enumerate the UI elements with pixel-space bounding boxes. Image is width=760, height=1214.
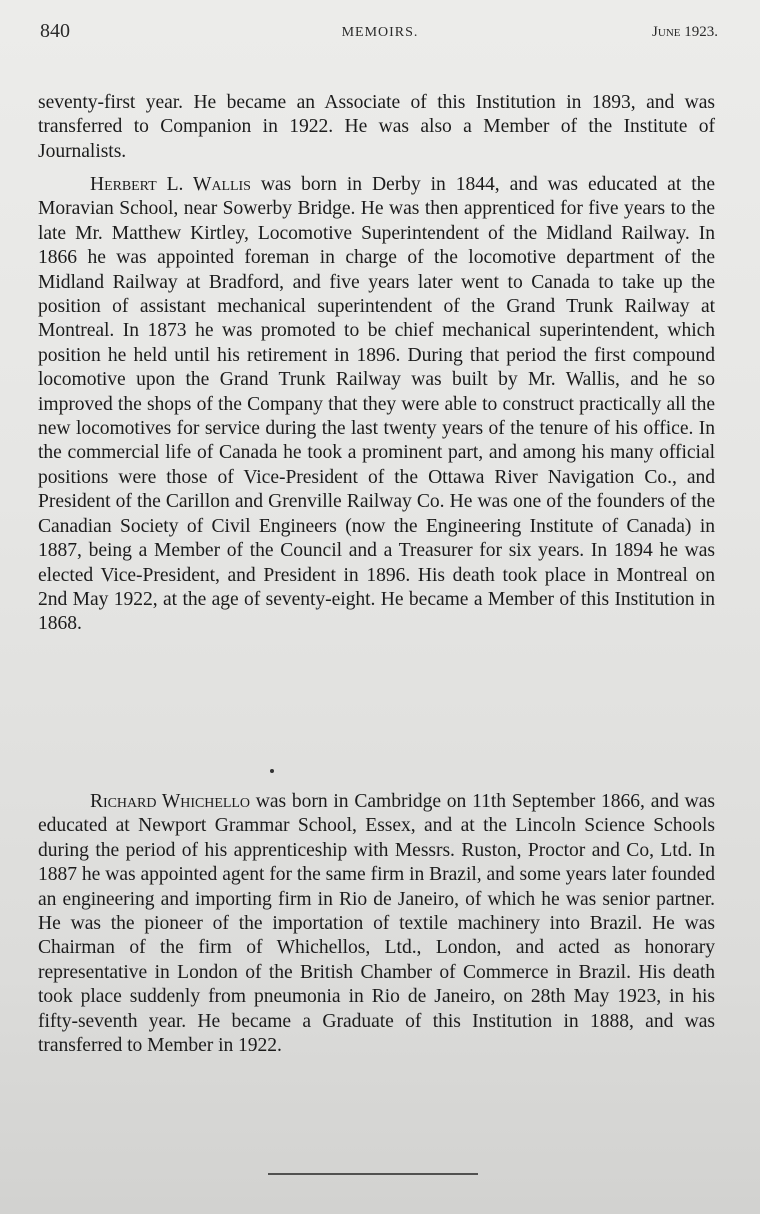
paragraph-text: seventy-first year. He became an Associate of this Institution in 1893, and was transferred to Companion in 1922. He was also a Member of the Institute of Journalists. (38, 92, 715, 162)
memoir-herbert-wallis (38, 173, 715, 637)
print-mark (270, 769, 274, 773)
section-end-rule (268, 1173, 478, 1175)
memoir-body: was born in Derby in 1844, and was educated at the Moravian School, near Sowerby Bridge. He was then apprenticed for five years to the late Mr. Matthew Kirtley, Locomotive Superintendent of the Midland Railway. In 1866 he was appointed foreman in charge of the locomotive department of the Midland Railway at Bradford, and five years later went to Canada to take up the position of assistant mechanical superintendent of the Grand Trunk Railway at Montreal. In 1873 he was promoted to be chief mechanical superintendent, which position he held until his retirement in 1896. During that period the first compound locomotive upon the Grand Trunk Railway was built by Mr. Wallis, and he so improved the shops of the Company that they were able to construct practically all the new locomotives for service during the last twenty years of the tenure of his office. In the commercial life of Canada he took a prominent part, and among his many official positions were those of Vice-President of the Ottawa River Navigation Co., and President of the Carillon and Grenville Railway Co. He was one of the founders of the Canadian Society of Civil Engineers (now the Engineering Institute of Canada) in 1887, being a Member of the Council and a Treasurer for six years. In 1894 he was elected Vice-President, and President in 1896. His death took place in Montreal on 2nd May 1922, at the age of seventy-eight. He became a Member of this Institution in 1868. (38, 174, 715, 635)
memoir-body: was born in Cambridge on 11th September 1866, and was educated at Newport Grammar School, Essex, and at the Lincoln Science Schools during the period of his apprenticeship with Messrs. Ruston, Proctor and Co, Ltd. In 1887 he was appointed agent for the same firm in Brazil, and some years later founded an engineering and importing firm in Rio de Janeiro, of which he was senior partner. He was the pioneer of the importation of textile machinery into Brazil. He was Chairman of the firm of Whichellos, Ltd., London, and acted as honorary representative in London of the British Chamber of Commerce in Brazil. His death took place suddenly from pneumonia in Rio de Janeiro, on 28th May 1923, in his fifty-seventh year. He became a Graduate of this Institution in 1888, and was transferred to Member in 1922. (38, 791, 715, 1057)
section-title: MEMOIRS. (341, 25, 419, 40)
memoir-paragraph (38, 173, 715, 637)
issue-date: June 1923. (652, 24, 718, 40)
page-number: 840 (40, 20, 70, 42)
memoir-richard-whichello (38, 790, 715, 1058)
memoir-subject-name: Richard Whichello (90, 791, 250, 812)
memoir-subject-name: Herbert L. Wallis (90, 174, 251, 195)
memoir-continuation (38, 91, 715, 164)
running-head (40, 20, 720, 46)
memoir-paragraph (38, 790, 715, 1058)
